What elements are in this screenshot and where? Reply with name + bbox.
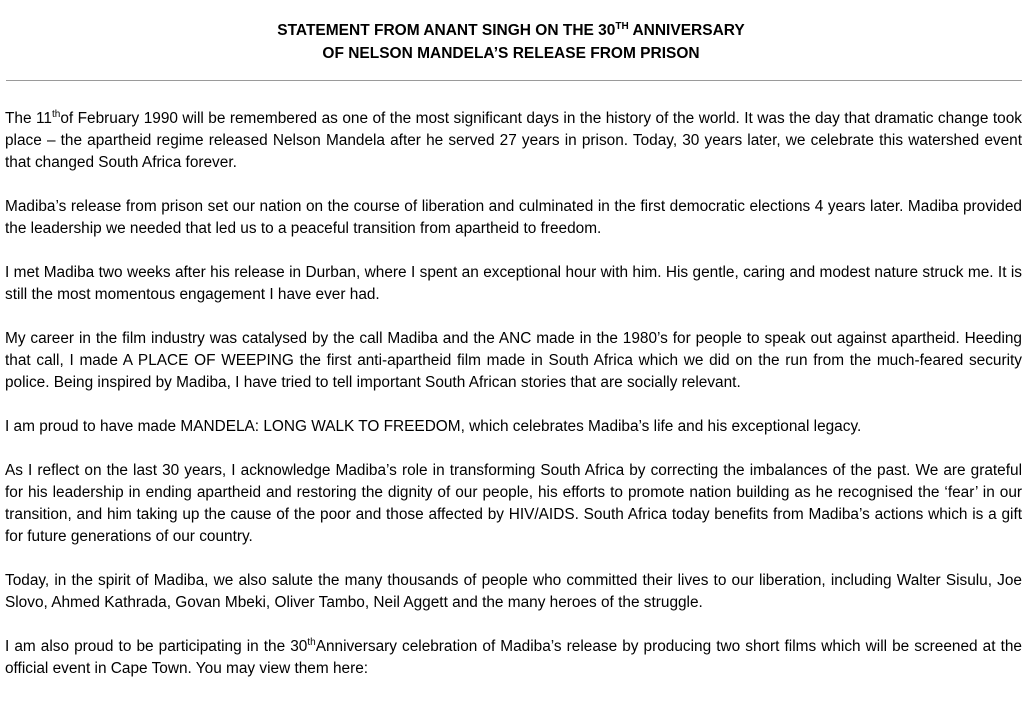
paragraph-5: I am proud to have made MANDELA: LONG WALK TO FREEDOM, which celebrates Madiba’s life and his exceptional legacy.: [5, 418, 862, 435]
document-body: [5, 108, 1022, 702]
title-superscript: TH: [615, 21, 629, 32]
paragraph-8: [5, 636, 1022, 680]
paragraph-4: My career in the film industry was catalysed by the call Madiba and the ANC made in the 1980’s for people to speak out against apartheid. Heeding that call, I made A PLACE OF WEEPING the first anti-apartheid film made in South Africa which we did on the run from the much-feared security police. Being inspired by Madiba, I have tried to tell important South African stories that are socially relevant.: [5, 330, 1022, 391]
paragraph-8-superscript: th: [307, 637, 316, 648]
title-line-1-text-end: ANNIVERSARY: [628, 22, 745, 39]
header-divider: [6, 80, 1022, 81]
paragraph-6: As I reflect on the last 30 years, I acknowledge Madiba’s role in transforming South Africa by correcting the imbalances of the past. We are grateful for his leadership in ending apartheid and restoring the dignity of our people, his efforts to promote nation building as he recognised the ‘fear’ in our transition, and him taking up the cause of the poor and those affected by HIV/AIDS. South Africa today benefits from Madiba’s actions which is a gift for future generations of our country.: [5, 462, 1022, 545]
paragraph-1-rest: of February 1990 will be remembered as one of the most significant days in the history of the world. It was the day that dramatic change took place – the apartheid regime released Nelson Mandela after he served 27 years in prison. Today, 30 years later, we celebrate this watershed event that changed South Africa forever.: [5, 110, 1022, 171]
paragraph-1: [5, 108, 1022, 174]
paragraph-8-start: I am also proud to be participating in the 30: [5, 638, 308, 655]
paragraph-1-superscript: th: [51, 109, 61, 120]
paragraph-7: Today, in the spirit of Madiba, we also salute the many thousands of people who committed their lives to our liberation, including Walter Sisulu, Joe Slovo, Ahmed Kathrada, Govan Mbeki, Oliver Tambo, Neil Aggett and the many heroes of the struggle.: [5, 572, 1022, 611]
document-title: [0, 19, 1022, 65]
title-line-1-text: STATEMENT FROM ANANT SINGH ON THE 30: [277, 22, 616, 39]
paragraph-8-rest: Anniversary celebration of Madiba’s release by producing two short films which will be screened at the official event in Cape Town. You may view them here:: [5, 638, 1022, 677]
paragraph-1-start: The 11: [5, 110, 52, 127]
title-line-2: OF NELSON MANDELA’S RELEASE FROM PRISON: [322, 45, 700, 62]
title-line-1: [0, 19, 1022, 42]
paragraph-3: I met Madiba two weeks after his release in Durban, where I spent an exceptional hour with him. His gentle, caring and modest nature struck me. It is still the most momentous engagement I have ever had.: [5, 264, 1022, 303]
paragraph-2: Madiba’s release from prison set our nation on the course of liberation and culminated in the first democratic elections 4 years later. Madiba provided the leadership we needed that led us to a peaceful transition from apartheid to freedom.: [5, 198, 1022, 237]
